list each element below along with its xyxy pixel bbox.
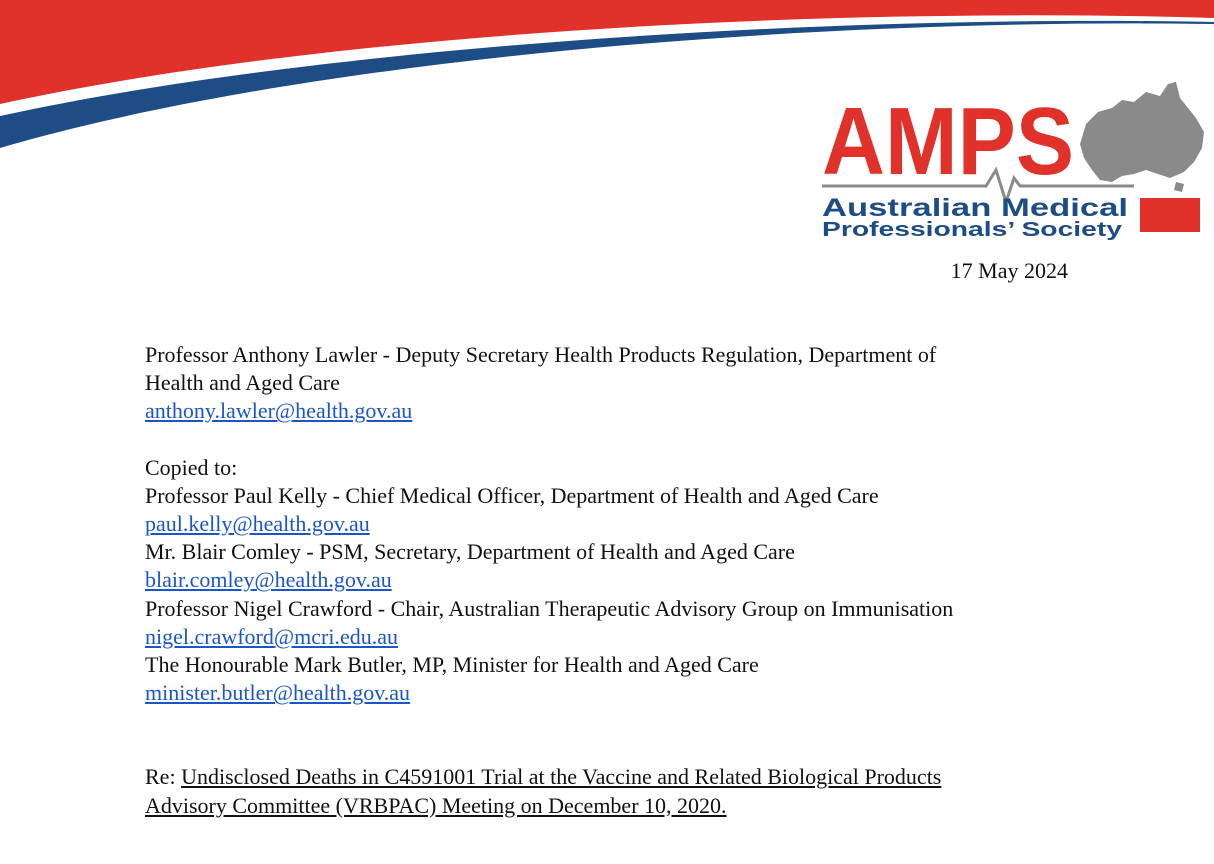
cc-name: Professor Nigel Crawford - Chair, Australian Therapeutic Advisory Group on Immunisation	[145, 595, 954, 621]
re-line-1	[145, 763, 1065, 791]
amps-logo	[816, 78, 1206, 240]
re-prefix: Re:	[145, 764, 182, 790]
recipient-email-link[interactable]: anthony.lawler@health.gov.au	[145, 398, 413, 424]
letter-date: 17 May 2024	[950, 258, 1068, 283]
cc-email-link[interactable]: blair.comley@health.gov.au	[145, 567, 392, 593]
recipient-email-row	[145, 397, 1065, 425]
cc-email-row	[145, 623, 1065, 651]
letter-body	[145, 341, 1065, 820]
cc-email-link[interactable]: nigel.crawford@mcri.edu.au	[145, 623, 398, 649]
cc-email-link[interactable]: paul.kelly@health.gov.au	[145, 511, 370, 537]
copied-to-label: Copied to:	[145, 454, 238, 480]
recipient-line-1: Professor Anthony Lawler - Deputy Secretary Health Products Regulation, Department of	[145, 342, 937, 367]
australia-map-icon	[1080, 82, 1204, 192]
recipient-line-2: Health and Aged Care	[145, 370, 340, 396]
recipient-block	[145, 341, 1065, 426]
logo-tagline-line2: Professionals’ Society	[822, 219, 1124, 240]
spacer	[145, 707, 1065, 763]
cc-name: The Honourable Mark Butler, MP, Minister for Health and Aged Care	[145, 652, 759, 678]
cc-name: Professor Paul Kelly - Chief Medical Officer, Department of Health and Aged Care	[145, 482, 879, 508]
logo-red-block	[1140, 198, 1200, 232]
logo-tagline-line1: Australian Medical	[822, 194, 1128, 222]
re-line-2	[145, 792, 1065, 820]
cc-email-row	[145, 679, 1065, 707]
re-subject-line-1: Undisclosed Deaths in C4591001 Trial at the Vaccine and Related Biological Products	[181, 764, 942, 790]
re-block	[145, 763, 1065, 819]
re-subject-line-2: Advisory Committee (VRBPAC) Meeting on December 10, 2020.	[145, 792, 727, 818]
cc-email-link[interactable]: minister.butler@health.gov.au	[145, 680, 411, 706]
cc-email-row	[145, 510, 1065, 538]
cc-email-row	[145, 566, 1065, 594]
spacer	[145, 426, 1065, 454]
cc-name: Mr. Blair Comley - PSM, Secretary, Department of Health and Aged Care	[145, 539, 795, 565]
copied-to-block	[145, 454, 1065, 708]
logo-wordmark: AMPS	[822, 88, 1074, 195]
